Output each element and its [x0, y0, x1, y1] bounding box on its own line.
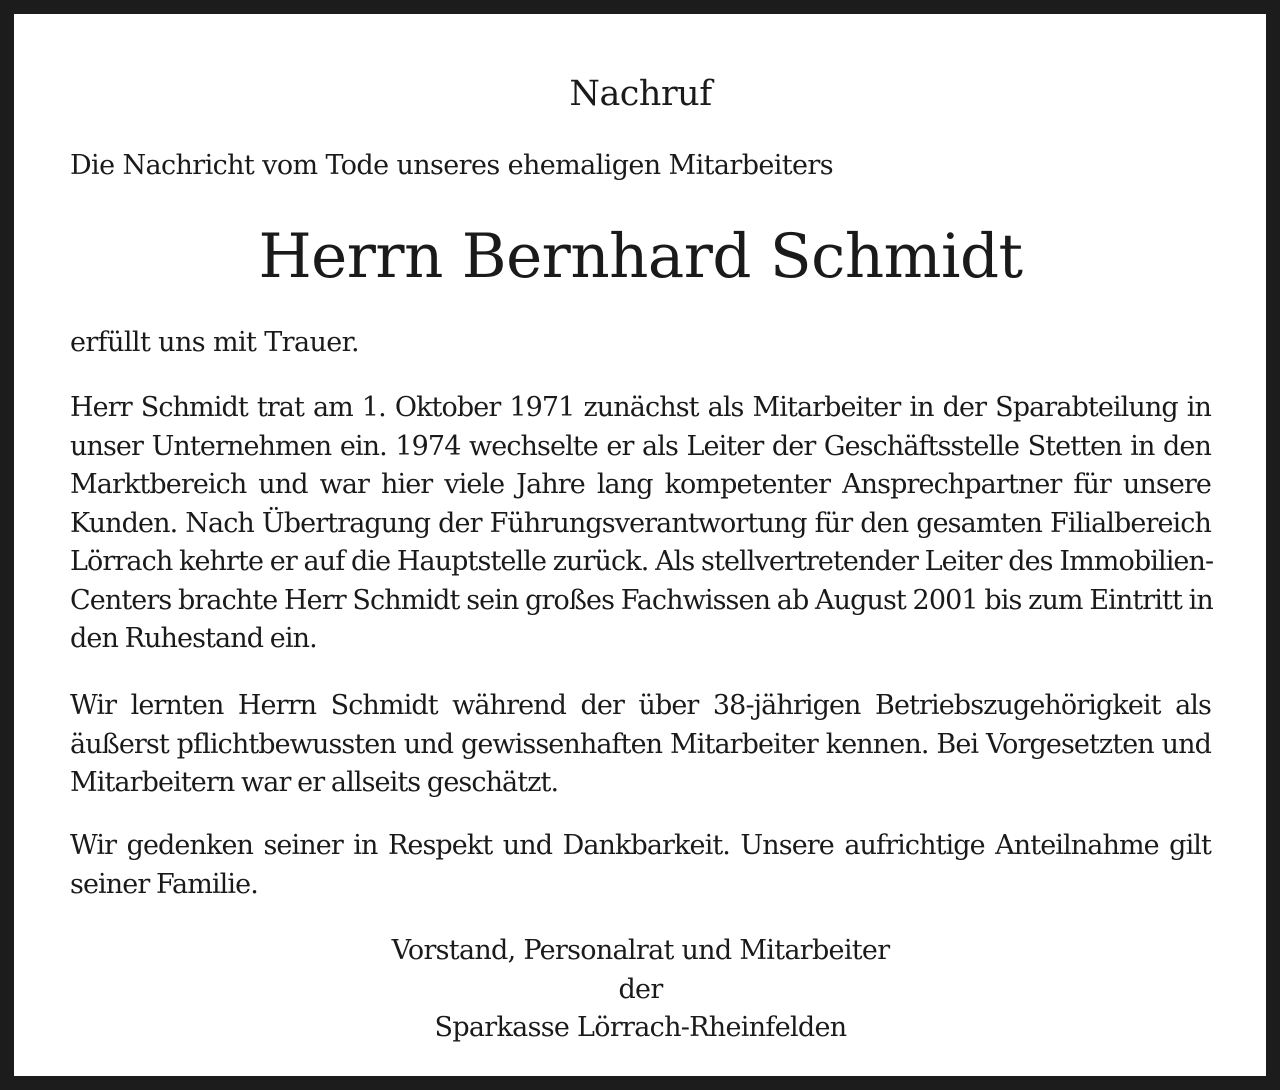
paragraph-line: Wir gedenken seiner in Respekt und Dankbarkeit. Unsere aufrichtige Anteilnahme gilt — [70, 830, 1211, 861]
paragraph-line: Centers brachte Herr Schmidt sein großes Fachwissen ab August 2001 bis zum Eintritt in — [70, 584, 1213, 616]
signature-line: Vorstand, Personalrat und Mitarbeiter — [391, 935, 890, 966]
appreciation-paragraph — [70, 687, 1211, 803]
signature-line: Sparkasse Lörrach-Rheinfelden — [434, 1012, 847, 1043]
mourning-text: erfüllt uns mit Trauer. — [70, 327, 359, 358]
paragraph-line: seiner Familie. — [70, 868, 258, 900]
deceased-name: Herrn Bernhard Schmidt — [258, 221, 1023, 292]
paragraph-line: Lörrach kehrte er auf die Hauptstelle zurück. Als stellvertretender Leiter des Immobilien- — [70, 546, 1214, 577]
notice-title: Nachruf — [569, 74, 712, 114]
signature-block — [70, 932, 1211, 1048]
paragraph-line: Wir lernten Herrn Schmidt während der über 38-jährigen Betriebszugehörigkeit als — [70, 690, 1211, 721]
condolence-paragraph — [70, 827, 1211, 904]
signature-line: der — [618, 973, 663, 1005]
paragraph-line: Herr Schmidt trat am 1. Oktober 1971 zunächst als Mitarbeiter in der Sparabteilung in — [70, 392, 1211, 423]
career-paragraph — [70, 389, 1214, 659]
paragraph-line: unser Unternehmen ein. 1974 wechselte er als Leiter der Geschäftsstelle Stetten in den — [70, 430, 1211, 462]
paragraph-line: Marktbereich und war hier viele Jahre lang kompetenter Ansprechpartner für unsere — [70, 469, 1211, 500]
intro-text: Die Nachricht vom Tode unseres ehemaligen Mitarbeiters — [70, 150, 833, 181]
paragraph-line: den Ruhestand ein. — [70, 623, 317, 654]
paragraph-line: Kunden. Nach Übertragung der Führungsverantwortung für den gesamten Filialbereich — [70, 507, 1211, 539]
paragraph-line: Mitarbeitern war er allseits geschätzt. — [70, 767, 559, 798]
paragraph-line: äußerst pflichtbewussten und gewissenhaften Mitarbeiter kennen. Bei Vorgesetzten und — [70, 728, 1211, 760]
